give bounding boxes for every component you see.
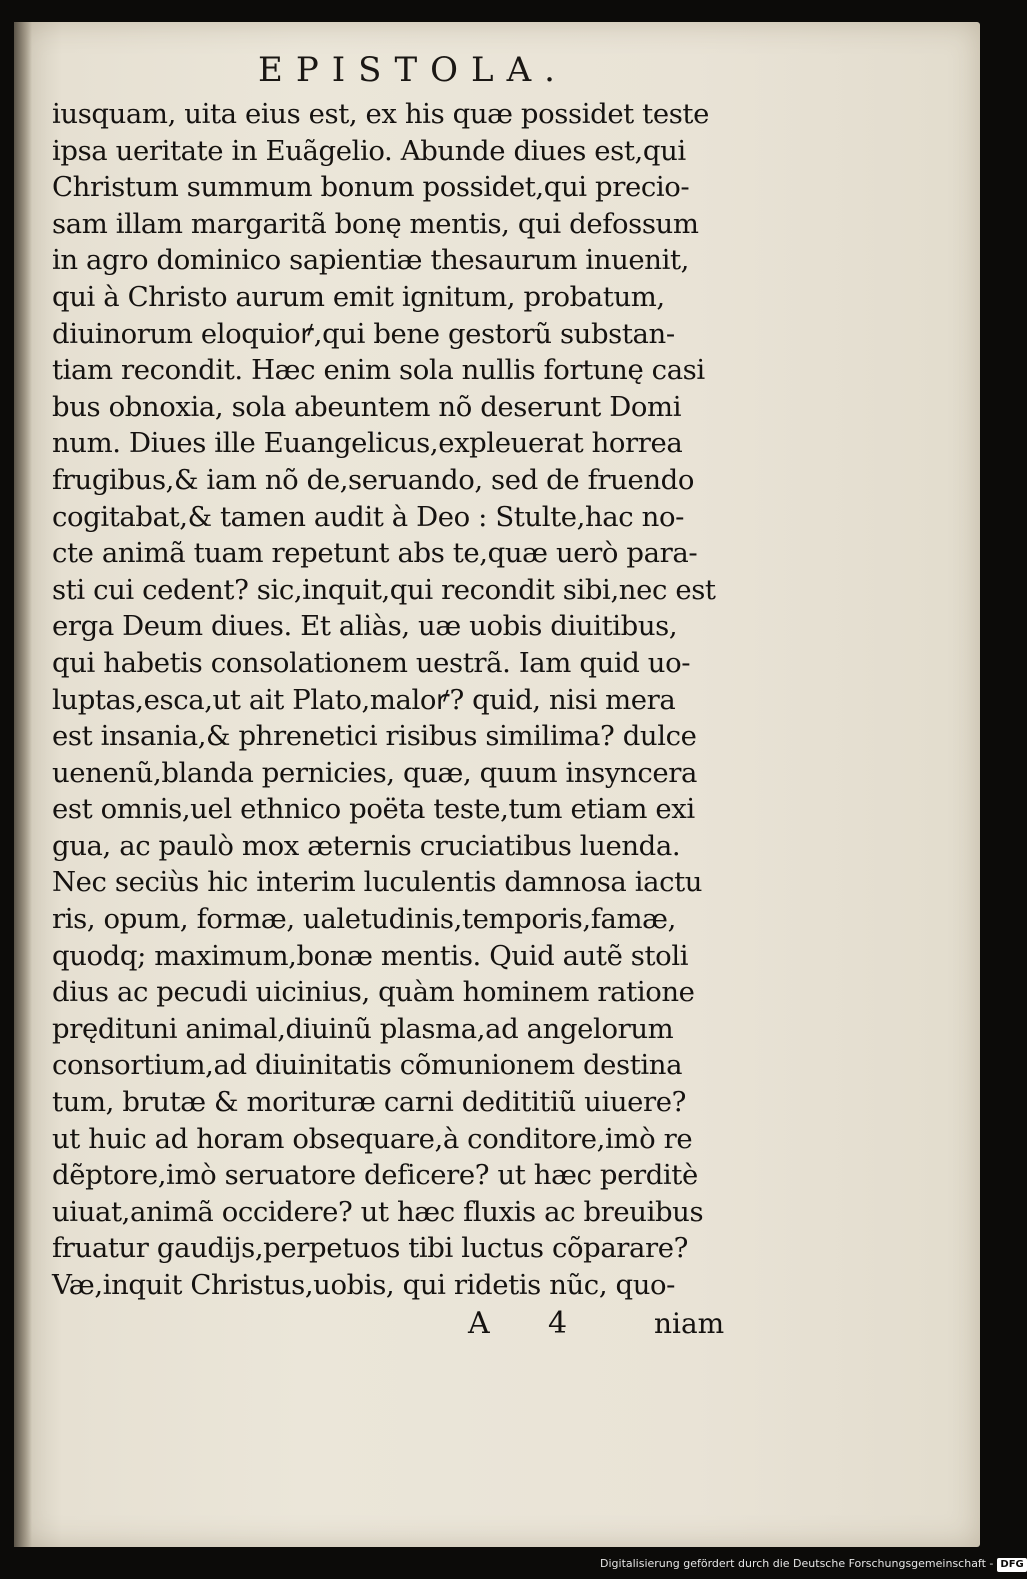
text-line: diuinorum eloquioꝵ,qui bene gestorũ substan- [52,317,675,350]
text-line: bus obnoxia, sola abeuntem nõ deserunt Domi [52,390,682,423]
text-line: cte animã tuam repetunt abs te,quæ uerò para- [52,537,698,570]
text-line: luptas,esca,ut ait Plato,maloꝵ? quid, nisi mera [52,683,676,716]
text-line: est insania,& phrenetici risibus similima? dulce [52,720,697,753]
text-line: dius ac pecudi uicinius, quàm hominem ratione [52,976,695,1009]
text-line: quodq; maximum,bonæ mentis. Quid autẽ stoli [52,939,689,972]
text-line: num. Diues ille Euangelicus,expleuerat horrea [52,427,683,460]
page-gutter-edge [14,22,32,1547]
text-line: sti cui cedent? sic,inquit,qui recondit sibi,nec est [52,573,716,606]
text-line: ut huic ad horam obsequare,à conditore,imò re [52,1122,693,1155]
text-line: ipsa ueritate in Euãgelio. Abunde diues est,qui [52,134,686,167]
text-line: prędituni animal,diuinũ plasma,ad angelorum [52,1012,674,1045]
text-line: uenenũ,blanda pernicies, quæ, quum insyncera [52,756,697,789]
text-line: Væ,inquit Christus,uobis, qui ridetis nũc, quo- [52,1269,676,1301]
text-line: fruatur gaudijs,perpetuos tibi luctus cõparare? [52,1232,689,1265]
text-line: cogitabat,& tamen audit à Deo : Stulte,hac no- [52,500,684,533]
text-line: consortium,ad diuinitatis cõmunionem destina [52,1049,683,1082]
page-foot [468,1304,768,1344]
text-line: iusquam, uita eius est, ex his quæ possidet teste [52,98,709,130]
signature-mark: A [468,1306,490,1341]
text-line: tum, brutæ & morituræ carni dedititiũ uiuere? [52,1086,686,1119]
page-number: 4 [548,1306,568,1341]
text-line: gua, ac paulò mox æternis cruciatibus luenda. [52,829,681,862]
text-line: Christum summum bonum possidet,qui precio- [52,171,690,204]
text-line: in agro dominico sapientiæ thesaurum inuenit, [52,244,689,277]
text-line: qui habetis consolationem uestrã. Iam quid uo- [52,646,691,679]
body-text [52,96,762,1304]
text-line: sam illam margaritã bonę mentis, qui defossum [52,207,699,240]
text-line: ris, opum, formæ, ualetudinis,temporis,famæ, [52,903,676,936]
text-line: dẽptore,imò seruatore deficere? ut hæc perditè [52,1159,698,1192]
catchword: niam [654,1307,725,1340]
text-line: tiam recondit. Hæc enim sola nullis fortunę casi [52,354,705,387]
text-line: uiuat,animã occidere? ut hæc fluxis ac breuibus [52,1195,704,1228]
text-line: Nec seciùs hic interim luculentis damnosa iactu [52,866,703,899]
dfg-logo: DFG [997,1558,1026,1572]
text-line: qui à Christo aurum emit ignitum, probatum, [52,280,665,313]
running-head: EPISTOLA. [258,50,568,90]
text-line: erga Deum diues. Et aliàs, uæ uobis diuitibus, [52,610,678,643]
credit-text: Digitalisierung gefördert durch die Deutsche Forschungsgemeinschaft - [600,1557,994,1570]
text-line: est omnis,uel ethnico poëta teste,tum etiam exi [52,793,695,826]
text-line: frugibus,& iam nõ de,seruando, sed de fruendo [52,463,694,496]
digitization-credit [600,1554,1024,1574]
